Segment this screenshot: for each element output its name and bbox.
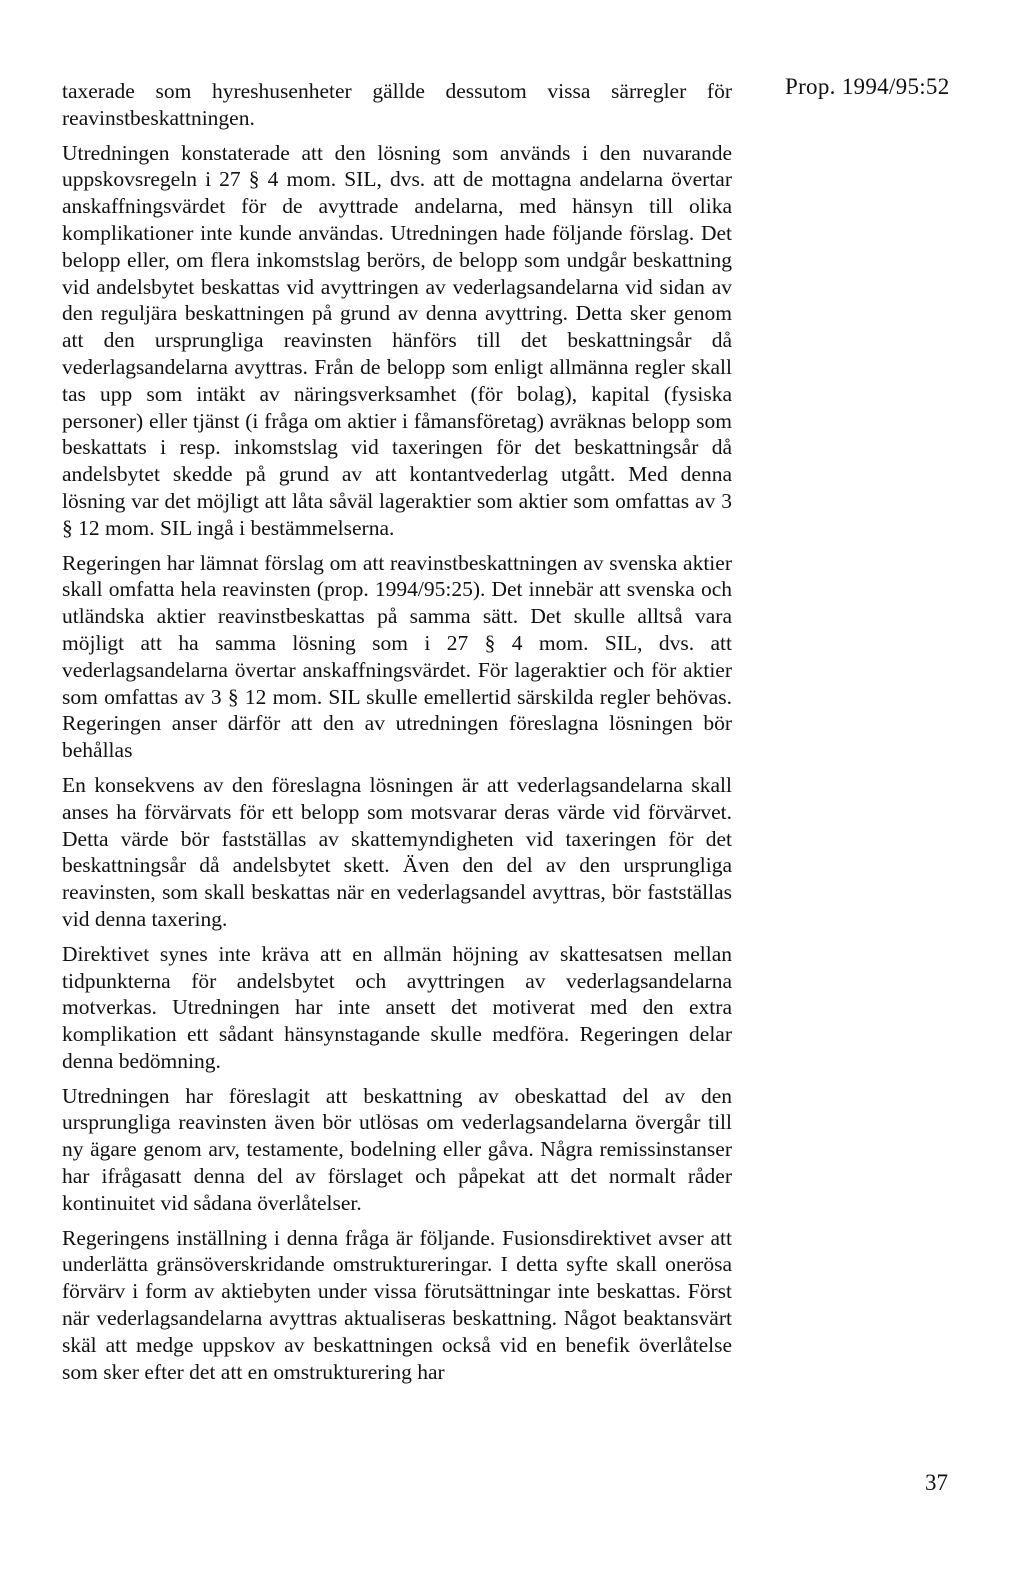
paragraph: Direktivet synes inte kräva att en allmän höjning av skattesatsen mellan tidpunkterna för andelsbytet och avyttringen av vederlagsandelarna motverkas. Utredningen har inte ansett det motiverat med den extra komplikation ett sådant hänsynstagande skulle medföra. Regeringen delar denna bedömning. bbox=[62, 941, 732, 1073]
margin-reference: Prop. 1994/95:52 bbox=[785, 74, 950, 99]
body-text bbox=[62, 78, 732, 1393]
paragraph: En konsekvens av den föreslagna lösningen är att vederlagsandelarna skall anses ha förvärvats för ett belopp som motsvarar deras värde vid förvärvet. Detta värde bör fastställas av skattemyndigheten vid taxeringen för det beskattningsår då andelsbytet skett. Även den del av den ursprungliga reavinsten, som skall beskattas när en vederlagsandel avyttras, bör fastställas vid denna taxering. bbox=[62, 772, 732, 931]
paragraph: Regeringens inställning i denna fråga är följande. Fusionsdirektivet avser att underlätta gränsöverskridande omstruktureringar. I detta syfte skall onerösa förvärv i form av aktiebyten under vissa förutsättningar inte beskattas. Först när vederlagsandelarna avyttras aktualiseras beskattning. Något beaktansvärt skäl att medge uppskov av beskattningen också vid en benefik överlåtelse som sker efter det att en omstrukturering har bbox=[62, 1225, 732, 1384]
page-number: 37 bbox=[925, 1470, 948, 1495]
paragraph: Regeringen har lämnat förslag om att reavinstbeskattningen av svenska aktier skall omfatta hela reavinsten (prop. 1994/95:25). Det innebär att svenska och utländska aktier reavinstbeskattas på samma sätt. Det skulle alltså vara möjligt att ha samma lösning som i 27 § 4 mom. SIL, dvs. att vederlagsandelarna övertar anskaffningsvärdet. För lageraktier och för aktier som omfattas av 3 § 12 mom. SIL skulle emellertid särskilda regler behövas. Regeringen anser därför att den av utredningen föreslagna lösningen bör behållas bbox=[62, 550, 732, 763]
paragraph: Utredningen har föreslagit att beskattning av obeskattad del av den ursprungliga reavinsten även bör utlösas om vederlagsandelarna övergår till ny ägare genom arv, testamente, bodelning eller gåva. Några remissinstanser har ifrågasatt denna del av förslaget och påpekat att det normalt råder kontinuitet vid sådana överlåtelser. bbox=[62, 1083, 732, 1215]
paragraph: taxerade som hyreshusenheter gällde dessutom vissa särregler för reavinstbeskattningen. bbox=[62, 79, 732, 130]
paragraph: Utredningen konstaterade att den lösning som används i den nuvarande uppskovsregeln i 27 § 4 mom. SIL, dvs. att de mottagna andelarna övertar anskaffningsvärdet för de avyttrade andelarna, med hänsyn till olika komplikationer inte kunde användas. Utredningen hade följande förslag. Det belopp eller, om flera inkomstslag berörs, de belopp som undgår beskattning vid andelsbytet beskattas vid avyttringen av vederlagsandelarna vid sidan av den reguljära beskattningen på grund av denna avyttring. Detta sker genom att den ursprungliga reavinsten hänförs till det beskattningsår då vederlagsandelarna avyttras. Från de belopp som enligt allmänna regler skall tas upp som intäkt av näringsverksamhet (för bolag), kapital (fysiska personer) eller tjänst (i fråga om aktier i fåmansföretag) avräknas belopp som beskattats i resp. inkomstslag vid taxeringen för det beskattningsår då andelsbytet skedde på grund av att kontantvederlag utgått. Med denna lösning var det möjligt att låta såväl lageraktier som aktier som omfattas av 3 § 12 mom. SIL ingå i bestämmelserna. bbox=[62, 140, 732, 540]
